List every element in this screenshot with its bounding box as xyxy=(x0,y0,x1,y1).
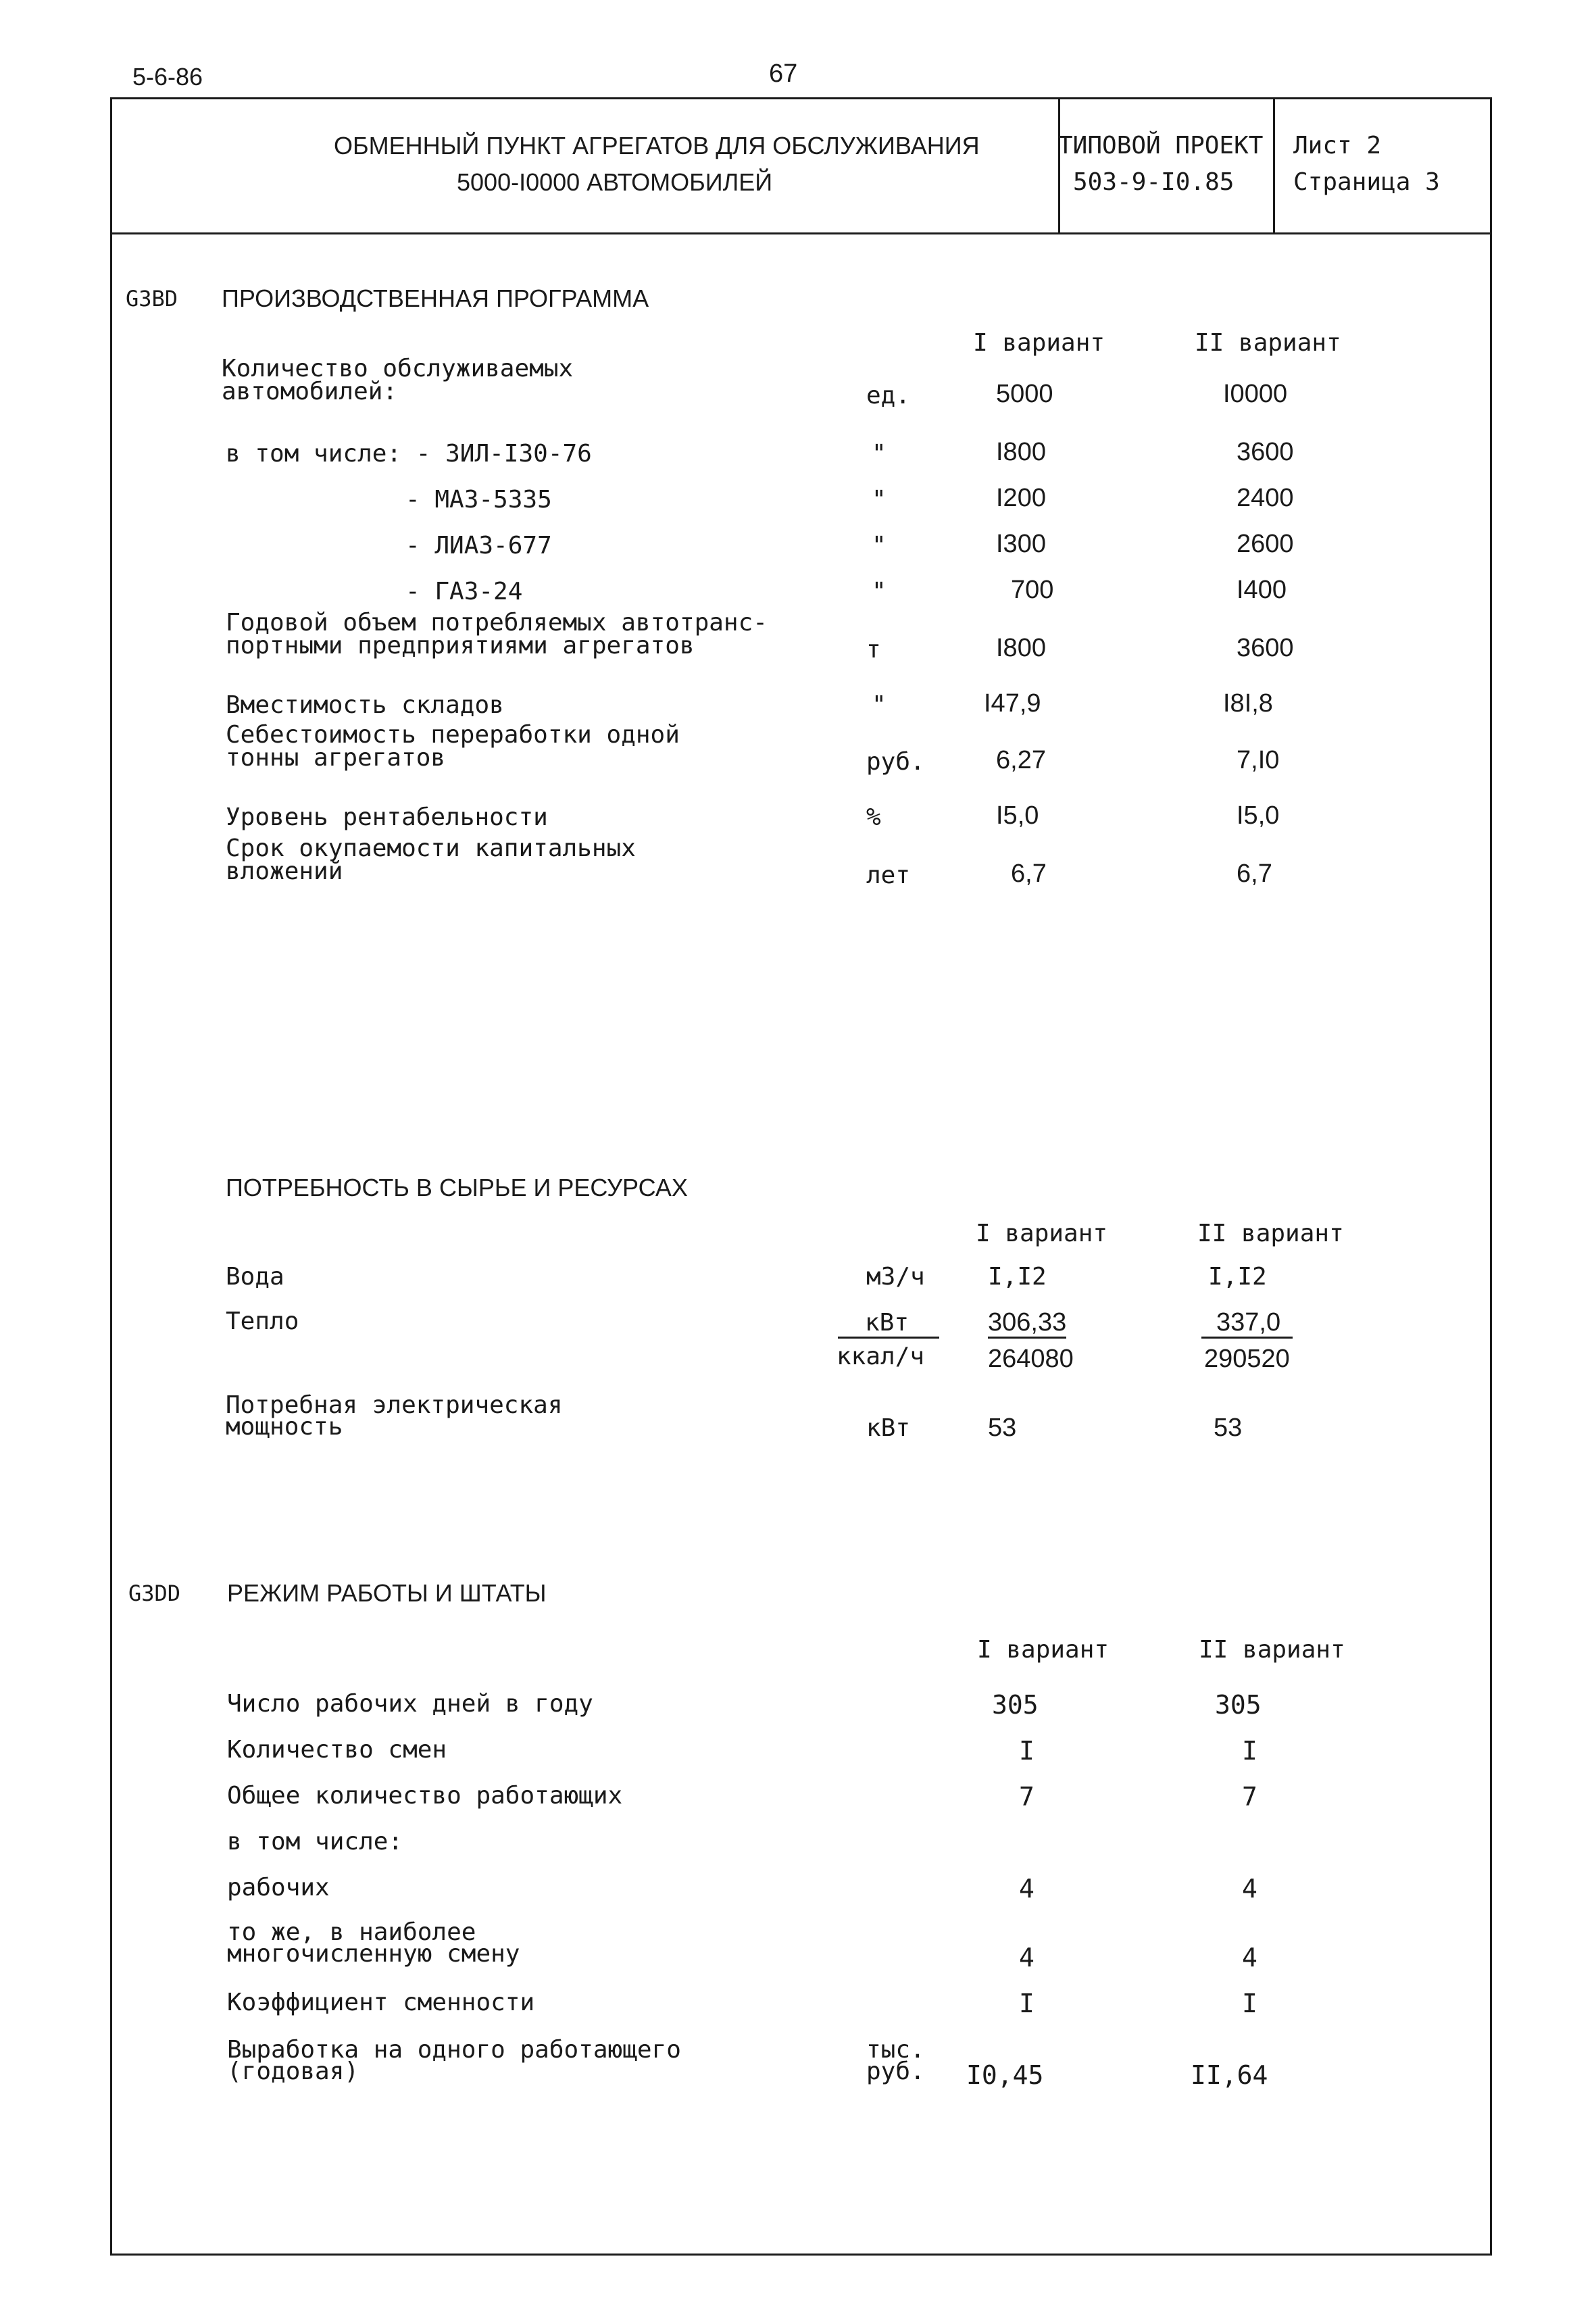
row-label-line1: то же, в наиболее xyxy=(227,1918,476,1946)
row-label-line2: автомобилей: xyxy=(222,378,398,405)
row-unit: лет xyxy=(866,862,911,889)
row-value-variant-2: 7 xyxy=(1242,1782,1257,1812)
row-unit: " xyxy=(872,486,887,514)
row-unit: ед. xyxy=(866,382,911,409)
heat-label: Тепло xyxy=(226,1308,299,1335)
power-value-2: 53 xyxy=(1214,1414,1243,1442)
row-unit: т xyxy=(866,636,881,664)
title-block-divider xyxy=(110,232,1492,234)
heat-value-2-kw: 337,0 xyxy=(1201,1310,1293,1339)
row-value-variant-1: I0,45 xyxy=(966,2060,1044,2090)
row-unit: " xyxy=(872,532,887,559)
water-value-2: I,I2 xyxy=(1208,1263,1267,1291)
row-value-variant-1: 700 xyxy=(1011,576,1054,604)
page-label: Страница 3 xyxy=(1293,168,1440,196)
row-label-line1: Количество обслуживаемых xyxy=(222,355,574,382)
power-unit: кВт xyxy=(866,1414,911,1442)
row-value-variant-2: I5,0 xyxy=(1237,801,1280,830)
row-value-variant-2: 3600 xyxy=(1237,634,1294,662)
column-header-variant-2: II вариант xyxy=(1197,1220,1344,1247)
row-label-line1: - МАЗ-5335 xyxy=(405,486,552,514)
row-value-variant-2: 2400 xyxy=(1237,484,1294,512)
row-label-line1: Себестоимость переработки одной xyxy=(226,721,680,749)
row-label-line1: Срок окупаемости капитальных xyxy=(226,835,636,862)
row-value-variant-1: 5000 xyxy=(996,380,1053,408)
row-unit: % xyxy=(866,803,881,831)
row-value-variant-2: II,64 xyxy=(1191,2060,1268,2090)
column-header-variant-1: I вариант xyxy=(976,1220,1108,1247)
row-unit-line2: руб. xyxy=(866,2058,925,2085)
row-value-variant-2: 2600 xyxy=(1237,530,1294,558)
row-value-variant-1: I47,9 xyxy=(984,689,1041,718)
row-value-variant-1: 4 xyxy=(1019,1943,1034,1972)
document-code: 5-6-86 xyxy=(132,63,203,91)
row-label-line2: портными предприятиями агрегатов xyxy=(226,632,695,659)
project-number: 503-9-I0.85 xyxy=(1073,168,1235,196)
page-number: 67 xyxy=(769,59,798,88)
row-value-variant-2: 3600 xyxy=(1237,438,1294,466)
document-title-line1: ОБМЕННЫЙ ПУНКТ АГРЕГАТОВ ДЛЯ ОБСЛУЖИВАНИЯ xyxy=(334,132,980,159)
row-value-variant-1: I200 xyxy=(996,484,1046,512)
row-label-line1: - ГАЗ-24 xyxy=(405,578,523,605)
title-block-separator-1 xyxy=(1058,97,1060,234)
row-label-line1: в том числе: - ЗИЛ-I30-76 xyxy=(226,440,592,468)
row-unit: " xyxy=(872,691,887,719)
row-label-line1: в том числе: xyxy=(227,1828,403,1856)
heat-value-1-kw: 306,33 xyxy=(988,1310,1066,1339)
row-value-variant-1: I xyxy=(1019,1989,1034,2018)
row-label-line2: (годовая) xyxy=(227,2058,359,2085)
row-label-line1: Количество смен xyxy=(227,1736,447,1764)
project-label: ТИПОВОЙ ПРОЕКТ xyxy=(1058,132,1264,159)
row-value-variant-1: I800 xyxy=(996,634,1046,662)
row-value-variant-1: I800 xyxy=(996,438,1046,466)
column-header-variant-2: II вариант xyxy=(1199,1636,1345,1664)
row-label-line1: Общее количество работающих xyxy=(227,1782,623,1810)
water-unit: м3/ч xyxy=(866,1263,925,1291)
row-value-variant-1: I5,0 xyxy=(996,801,1039,830)
sheet-label: Лист 2 xyxy=(1293,132,1382,159)
row-label-line2: вложений xyxy=(226,857,343,885)
row-value-variant-2: 7,I0 xyxy=(1237,746,1280,774)
section-title: ПРОИЗВОДСТВЕННАЯ ПРОГРАММА xyxy=(222,284,649,312)
row-value-variant-1: 6,27 xyxy=(996,746,1046,774)
row-label-line2: многочисленную смену xyxy=(227,1940,520,1968)
row-label-line2: тонны агрегатов xyxy=(226,744,446,772)
section-code: G3BD xyxy=(126,286,178,312)
section-title: РЕЖИМ РАБОТЫ И ШТАТЫ xyxy=(227,1579,547,1607)
row-label-line1: - ЛИАЗ-677 xyxy=(405,532,552,559)
row-value-variant-2: I400 xyxy=(1237,576,1287,604)
heat-value-2-kcal: 290520 xyxy=(1204,1345,1290,1373)
row-value-variant-2: I xyxy=(1242,1736,1257,1766)
row-value-variant-2: I0000 xyxy=(1223,380,1288,408)
row-label-line1: Число рабочих дней в году xyxy=(227,1690,593,1718)
row-value-variant-1: 4 xyxy=(1019,1874,1034,1903)
column-header-variant-2: II вариант xyxy=(1195,329,1341,357)
row-label-line1: рабочих xyxy=(227,1874,330,1901)
row-label-line1: Вместимость складов xyxy=(226,691,504,719)
row-unit-line1: тыс. xyxy=(866,2036,925,2064)
row-value-variant-1: 7 xyxy=(1019,1782,1034,1812)
row-value-variant-2: I8I,8 xyxy=(1223,689,1273,718)
column-header-variant-1: I вариант xyxy=(977,1636,1109,1664)
row-label-line1: Коэффициент сменности xyxy=(227,1989,535,2016)
document-title-line2: 5000-I0000 АВТОМОБИЛЕЙ xyxy=(457,168,773,196)
section-code: G3DD xyxy=(128,1580,181,1606)
water-label: Вода xyxy=(226,1263,284,1291)
row-unit: " xyxy=(872,440,887,468)
row-value-variant-1: I300 xyxy=(996,530,1046,558)
row-value-variant-2: 4 xyxy=(1242,1943,1257,1972)
row-label-line1: Выработка на одного работающего xyxy=(227,2036,681,2064)
row-unit: " xyxy=(872,578,887,605)
power-label-line2: мощность xyxy=(226,1413,343,1441)
row-value-variant-1: I xyxy=(1019,1736,1034,1766)
row-unit: руб. xyxy=(866,748,925,776)
title-block-separator-2 xyxy=(1273,97,1275,234)
row-value-variant-2: 6,7 xyxy=(1237,860,1272,888)
heat-value-1-kcal: 264080 xyxy=(988,1345,1074,1373)
heat-unit-bottom: ккал/ч xyxy=(837,1343,925,1370)
row-value-variant-1: 305 xyxy=(992,1690,1039,1720)
heat-unit-top: кВт xyxy=(838,1311,939,1339)
power-value-1: 53 xyxy=(988,1414,1017,1442)
water-value-1: I,I2 xyxy=(988,1263,1047,1291)
column-header-variant-1: I вариант xyxy=(973,329,1105,357)
row-value-variant-2: I xyxy=(1242,1989,1257,2018)
power-label-line1: Потребная электрическая xyxy=(226,1391,563,1419)
row-label-line1: Годовой объем потребляемых автотранс- xyxy=(226,609,768,637)
row-value-variant-1: 6,7 xyxy=(1011,860,1047,888)
section-title: ПОТРЕБНОСТЬ В СЫРЬЕ И РЕСУРСАХ xyxy=(226,1174,688,1201)
row-label-line1: Уровень рентабельности xyxy=(226,803,548,831)
row-value-variant-2: 305 xyxy=(1215,1690,1262,1720)
row-value-variant-2: 4 xyxy=(1242,1874,1257,1903)
